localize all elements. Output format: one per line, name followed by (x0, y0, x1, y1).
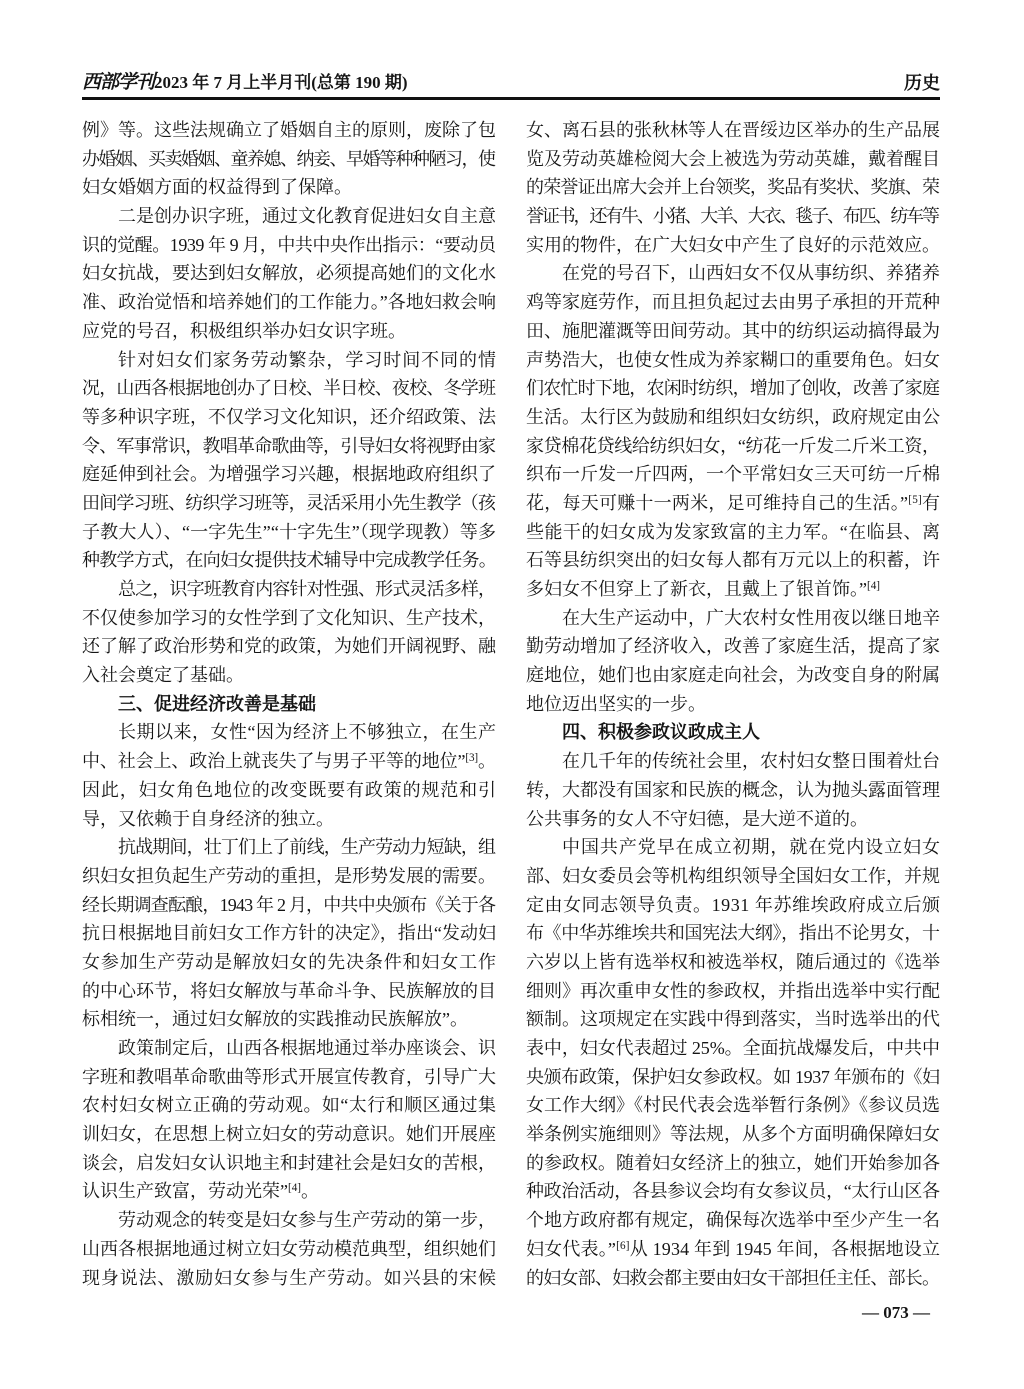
line-text: 识的觉醒。1939 年 9 月，中共中央作出指示：“要动员 (82, 234, 496, 255)
text-line (526, 747, 940, 776)
text-line (526, 1177, 940, 1206)
line-text: 的荣誉证出席大会并上台领奖，奖品有奖状、奖旗、荣 (526, 177, 940, 198)
text-line (82, 1177, 496, 1206)
paragraph (82, 346, 496, 576)
text-line (82, 202, 496, 231)
line-text: 鸡等家庭劳作，而且担负起过去由男子承担的开荒种 (526, 292, 940, 313)
text-line (526, 690, 940, 719)
text-line (526, 604, 940, 633)
text-line (526, 1120, 940, 1149)
line-text: 应党的号召，积极组织举办妇女识字班。 (82, 320, 406, 341)
line-text: 况，山西各根据地创办了日校、半日校、夜校、冬学班 (82, 378, 496, 399)
line-text: 还了解了政治形势和党的政策，为她们开阔视野、融 (82, 636, 496, 657)
text-line (82, 1264, 496, 1293)
text-line (526, 919, 940, 948)
text-run: 中、社会上、政治上就丧失了与男子平等的地位” (82, 751, 466, 772)
text-line (526, 1149, 940, 1178)
line-text (526, 1235, 940, 1267)
text-line (82, 1149, 496, 1178)
text-line (82, 116, 496, 145)
line-text: 个地方政府都有规定，确保每次选举中至少产生一名 (526, 1210, 940, 1231)
line-text: 抗日根据地目前妇女工作方针的决定》，指出“发动妇 (82, 923, 497, 944)
text-line (526, 1005, 940, 1034)
text-line (526, 1063, 940, 1092)
line-text: 地位迈出坚实的一步。 (526, 693, 706, 714)
paragraph (82, 718, 496, 833)
line-text: 子教大人）、“一字先生”“十字先生”（现学现教）等多 (82, 521, 497, 542)
text-line (526, 288, 940, 317)
text-line (526, 116, 940, 145)
paragraph (82, 202, 496, 345)
line-text: 训妇女，在思想上树立妇女的劳动意识。她们开展座 (82, 1124, 496, 1145)
paragraph (82, 833, 496, 1034)
text-line (82, 1034, 496, 1063)
line-text: 不仅使参加学习的女性学到了文化知识、生产技术， (82, 607, 496, 628)
line-text: 石等县纺织突出的妇女每人都有万元以上的积蓄，许 (526, 550, 940, 571)
line-text: 因此，妇女角色地位的改变既要有政策的规范和引 (82, 779, 497, 800)
text-line (82, 891, 496, 920)
line-text: 实用的物件，在广大妇女中产生了良好的示范效应。 (526, 234, 940, 255)
paragraph (82, 116, 496, 202)
line-text: 六岁以上皆有选举权和被选举权，随后通过的《选举 (526, 951, 940, 972)
line-text: 山西各根据地通过树立妇女劳动模范典型，组织她们 (82, 1238, 496, 1259)
text-line (82, 919, 496, 948)
text-run: 认识生产致富，劳动光荣” (82, 1181, 288, 1202)
paragraph (526, 604, 940, 719)
text-line (526, 632, 940, 661)
line-text: 们农忙时下地，农闲时纺织，增加了创收，改善了家庭 (526, 378, 940, 399)
line-text: 办婚姻、买卖婚姻、童养媳、纳妾、早婚等种种陋习，使 (82, 148, 495, 169)
line-text: 转，大都没有国家和民族的概念，认为抛头露面管理 (526, 779, 940, 800)
page-number: — 073 — (862, 1303, 930, 1322)
line-text: 在大生产运动中，广大农村女性用夜以继日地辛 (562, 607, 940, 628)
line-text: 令、军事常识，教唱革命歌曲等，引导妇女将视野由家 (82, 435, 496, 456)
text-line (82, 1235, 496, 1264)
text-line (82, 1091, 496, 1120)
text-run: 妇女代表。” (526, 1238, 617, 1259)
text-line (82, 145, 496, 174)
citation-ref: [4] (867, 579, 881, 592)
line-text: 定由女同志领导负责。1931 年苏维埃政府成立后颁 (526, 894, 941, 915)
line-text: 的妇女部、妇救会都主要由妇女干部担任主任、部长。 (526, 1267, 940, 1288)
line-text: 抗战期间，壮丁们上了前线，生产劳动力短缺，组 (118, 837, 496, 858)
line-text: 织布一斤发一斤四两，一个平常妇女三天可纺一斤棉 (526, 464, 940, 485)
right-column (526, 116, 940, 1292)
text-line (82, 460, 496, 489)
header-rule (82, 97, 940, 100)
line-text: 家贷棉花贷线给纺织妇女，“纺花一斤发二斤米工资， (526, 435, 940, 456)
text-line (526, 346, 940, 375)
line-text: 妇女婚姻方面的权益得到了保障。 (82, 177, 352, 198)
line-text: 庭延伸到社会。为增强学习兴趣，根据地政府组织了 (82, 464, 496, 485)
text-line (82, 231, 496, 260)
citation-ref: [5] (908, 493, 922, 506)
text-line (526, 833, 940, 862)
citation-ref: [3] (465, 752, 478, 764)
line-text: 劳动观念的转变是妇女参与生产劳动的第一步， (118, 1210, 496, 1231)
text-line (526, 173, 940, 202)
section-heading: 三、促进经济改善是基础 (118, 693, 316, 714)
text-line (526, 145, 940, 174)
paragraph (526, 833, 940, 1292)
text-line (82, 173, 496, 202)
text-line (82, 546, 496, 575)
text-line (526, 1034, 940, 1063)
line-text: 声势浩大，也使女性成为养家糊口的重要角色。妇女 (526, 349, 940, 370)
text-line (526, 259, 940, 288)
line-text: 经长期调查酝酿，1943 年 2 月，中共中央颁布《关于各 (82, 894, 496, 915)
text-line (526, 575, 940, 604)
text-line (82, 805, 496, 834)
paragraph (82, 1034, 496, 1206)
text-line (82, 661, 496, 690)
paragraph (526, 116, 940, 259)
left-column (82, 116, 496, 1292)
line-text (526, 575, 880, 607)
line-text: 的参政权。随着妇女经济上的独立，她们开始参加各 (526, 1152, 940, 1173)
line-text: 谈会，启发妇女认识地主和封建社会是妇女的苦根， (82, 1152, 496, 1173)
text-line (82, 604, 496, 633)
line-text (82, 747, 496, 779)
text-line (526, 432, 940, 461)
line-text: 等多种识字班，不仅学习文化知识，还介绍政策、法 (82, 406, 496, 427)
text-line (526, 518, 940, 547)
text-line (82, 747, 496, 776)
line-text: 女、离石县的张秋林等人在晋绥边区举办的生产品展 (526, 120, 940, 140)
text-line (82, 346, 496, 375)
line-text: 庭地位，她们也由家庭走向社会，为改变自身的附属 (526, 665, 940, 686)
line-text: 览及劳动英雄检阅大会上被选为劳动英雄，戴着醒目 (526, 148, 940, 169)
text-run: 。 (478, 751, 496, 772)
line-text: 入社会奠定了基础。 (82, 665, 244, 686)
text-line (82, 259, 496, 288)
line-text: 总之，识字班教育内容针对性强、形式灵活多样， (118, 579, 496, 599)
line-text: 农村妇女树立正确的劳动观。如“太行和顺区通过集 (82, 1095, 497, 1116)
text-line (526, 489, 940, 518)
text-line (526, 891, 940, 920)
line-text: 长期以来，女性“因为经济上不够独立，在生产 (118, 722, 497, 743)
text-line (526, 317, 940, 346)
text-line (526, 805, 940, 834)
text-run: 有 (922, 492, 941, 513)
text-line (526, 1091, 940, 1120)
line-text: 额制。这项规定在实践中得到落实，当时选举出的代 (526, 1009, 940, 1030)
text-line (82, 374, 496, 403)
text-line (526, 977, 940, 1006)
text-line (526, 231, 940, 260)
text-line (82, 518, 496, 547)
line-text: 田、施肥灌溉等田间劳动。其中的纺织运动搞得最为 (526, 320, 940, 341)
text-line (526, 862, 940, 891)
journal-logo: 西部学刊 (82, 72, 155, 93)
text-line (82, 833, 496, 862)
line-text: 布《中华苏维埃共和国宪法大纲》，指出不论男女，十 (526, 923, 940, 944)
text-line (82, 718, 496, 747)
text-line (526, 948, 940, 977)
line-text: 织妇女担负起生产劳动的重担，是形势发展的需要。 (82, 865, 496, 886)
text-line (82, 403, 496, 432)
text-run: 从 1934 年到 1945 年间，各根据地设立 (629, 1238, 941, 1259)
text-line (526, 776, 940, 805)
line-text: 例》等。这些法规确立了婚姻自主的原则，废除了包 (82, 120, 496, 140)
text-line (82, 632, 496, 661)
text-line (82, 489, 496, 518)
line-text: 誉证书，还有牛、小猪、大羊、大衣、毯子、布匹、纺车等 (526, 206, 938, 227)
line-text (82, 1177, 319, 1209)
line-text: 现身说法、激励妇女参与生产劳动。如兴县的宋候 (82, 1267, 497, 1288)
text-line (82, 288, 496, 317)
text-line (82, 1120, 496, 1149)
line-text: 针对妇女们家务劳动繁杂，学习时间不同的情 (118, 349, 497, 370)
line-text: 准、政治觉悟和培养她们的工作能力。”各地妇救会响 (82, 292, 497, 313)
line-text: 田间学习班、纺织学习班等，灵活采用小先生教学（孩 (82, 492, 496, 513)
running-header (82, 70, 940, 96)
text-run: 花，每天可赚十一两米，足可维持自己的生活。” (526, 492, 909, 513)
text-line (526, 661, 940, 690)
paragraph (82, 1206, 496, 1292)
text-line (526, 1264, 940, 1293)
text-line (526, 546, 940, 575)
text-line (82, 317, 496, 346)
text-line (526, 1206, 940, 1235)
section-heading: 四、积极参政议政成主人 (562, 722, 760, 743)
line-text: 的中心环节，将妇女解放与革命斗争、民族解放的目 (82, 980, 496, 1001)
issue-info: 2023 年 7 月上半月刊(总第 190 期) (154, 73, 408, 92)
text-line (82, 1063, 496, 1092)
line-text: 部、妇女委员会等机构组织领导全国妇女工作，并规 (526, 865, 940, 886)
line-text: 公共事务的女人不守妇德，是大逆不道的。 (526, 808, 868, 829)
line-text: 女参加生产劳动是解放妇女的先决条件和妇女工作 (82, 951, 497, 972)
line-text: 中国共产党早在成立初期，就在党内设立妇女 (562, 837, 941, 858)
line-text: 勤劳动增加了经济收入，改善了家庭生活，提高了家 (526, 636, 940, 657)
line-text: 表中，妇女代表超过 25%。全面抗战爆发后，中共中 (526, 1038, 940, 1058)
text-line (82, 432, 496, 461)
line-text: 导，又依赖于自身经济的独立。 (82, 808, 334, 829)
line-text: 在党的号召下，山西妇女不仅从事纺织、养猪养 (562, 263, 940, 284)
text-line (82, 776, 496, 805)
line-text: 妇女抗战，要达到妇女解放，必须提高她们的文化水 (82, 263, 496, 284)
line-text: 女工作大纲》《村民代表会选举暂行条例》《参议员选 (526, 1095, 940, 1116)
text-run: 。 (301, 1181, 320, 1202)
text-line (526, 460, 940, 489)
text-line (82, 575, 496, 604)
line-text: 在几千年的传统社会里，农村妇女整日围着灶台 (562, 751, 940, 772)
line-text: 生活。太行区为鼓励和组织妇女纺织，政府规定由公 (526, 406, 940, 427)
line-text: 种政治活动，各县参议会均有女参议员，“太行山区各 (526, 1181, 940, 1202)
line-text: 种教学方式，在向妇女提供技术辅导中完成教学任务。 (82, 550, 496, 571)
citation-ref: [6] (616, 1239, 630, 1252)
text-line (526, 202, 940, 231)
line-text: 政策制定后，山西各根据地通过举办座谈会、识 (118, 1038, 496, 1058)
text-line (526, 403, 940, 432)
section-label: 历史 (904, 73, 940, 93)
text-line (82, 1206, 496, 1235)
text-line (82, 862, 496, 891)
text-line (82, 948, 496, 977)
line-text: 些能干的妇女成为发家致富的主力军。“在临县、离 (526, 521, 941, 542)
paragraph (526, 747, 940, 833)
text-line (82, 977, 496, 1006)
citation-ref: [4] (288, 1182, 302, 1195)
paragraph (82, 575, 496, 690)
text-line (526, 374, 940, 403)
text-run: 多妇女不但穿上了新衣，且戴上了银首饰。” (526, 579, 867, 599)
paragraph (526, 259, 940, 603)
text-line (526, 1235, 940, 1264)
text-line (82, 1005, 496, 1034)
line-text: 细则》再次重申女性的参政权，并指出选举中实行配 (526, 980, 940, 1001)
line-text: 举条例实施细则》等法规，从多个方面明确保障妇女 (526, 1124, 940, 1145)
line-text: 二是创办识字班，通过文化教育促进妇女自主意 (118, 206, 496, 227)
line-text (526, 489, 940, 521)
line-text: 标相统一，通过妇女解放的实践推动民族解放”。 (82, 1009, 468, 1030)
line-text: 字班和教唱革命歌曲等形式开展宣传教育，引导广大 (82, 1066, 496, 1087)
line-text: 央颁布政策，保护妇女参政权。如 1937 年颁布的《妇 (526, 1066, 940, 1087)
